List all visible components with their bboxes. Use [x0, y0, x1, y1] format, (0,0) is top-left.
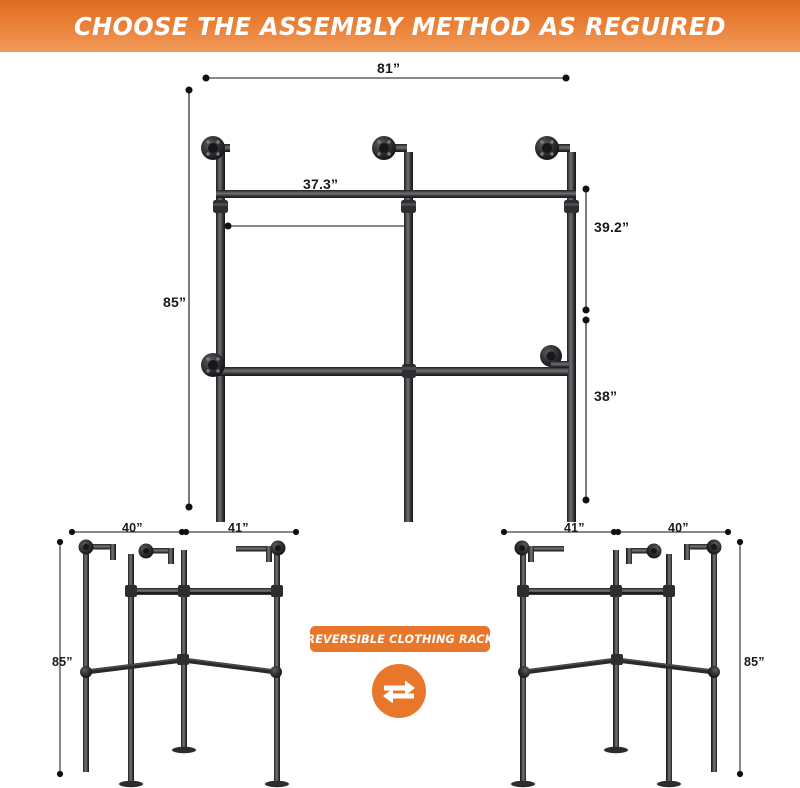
- dimension-line-right-height: [737, 539, 742, 776]
- rack-wall-mount-left: [201, 136, 230, 160]
- label-total-width: 81”: [377, 60, 401, 76]
- rack-tee-joints-lower: [402, 364, 416, 378]
- rack-lower-wall-mount-right: [540, 345, 569, 368]
- reversible-badge-label: REVERSIBLE CLOTHING RACK: [310, 626, 490, 652]
- banner-title: CHOOSE THE ASSEMBLY METHOD AS REGUIRED: [74, 11, 726, 41]
- rack-wall-mount-middle: [372, 136, 407, 160]
- rack-lower-rail: [216, 367, 568, 376]
- rack-tee-joints-upper: [213, 200, 579, 213]
- header-banner: [0, 0, 800, 52]
- dimension-line-lower-rail-height: [583, 317, 589, 503]
- label-left-height: 85”: [52, 655, 73, 669]
- swap-arrows-icon: [372, 664, 426, 718]
- right-rack-feet: [511, 747, 681, 787]
- right-rack-illustration: [470, 512, 750, 788]
- dimension-line-total-height: [186, 87, 192, 510]
- main-rack-illustration: [0, 52, 800, 522]
- label-total-height: 85”: [163, 294, 187, 310]
- right-rack-middle-rails: [526, 588, 672, 595]
- rack-vertical-posts: [216, 152, 576, 522]
- dimension-line-left-segments: [69, 529, 298, 534]
- label-upper-section-width: 37.3”: [303, 176, 339, 192]
- dimension-line-upper-section-width: [225, 223, 411, 229]
- label-left-segment-right: 41”: [228, 521, 249, 535]
- left-rack-illustration: [50, 512, 330, 788]
- left-rack-upper-rails: [86, 544, 272, 564]
- left-rack-middle-rails: [128, 588, 274, 595]
- left-rack-feet: [119, 747, 289, 787]
- dimension-line-right-segments: [501, 529, 730, 534]
- rack-lower-wall-mount-left: [201, 353, 225, 377]
- dimension-line-upper-rail-height: [583, 186, 589, 313]
- label-right-height: 85”: [744, 655, 765, 669]
- label-upper-rail-height: 39.2”: [594, 219, 630, 235]
- rack-upper-rail: [216, 190, 576, 198]
- label-lower-rail-height: 38”: [594, 388, 618, 404]
- right-rack-upper-rails: [528, 544, 714, 564]
- reversible-badge-group: [306, 626, 494, 718]
- rack-wall-mount-right: [535, 136, 570, 160]
- label-left-segment-left: 40”: [122, 521, 143, 535]
- label-right-segment-right: 40”: [668, 521, 689, 535]
- label-right-segment-left: 41”: [564, 521, 585, 535]
